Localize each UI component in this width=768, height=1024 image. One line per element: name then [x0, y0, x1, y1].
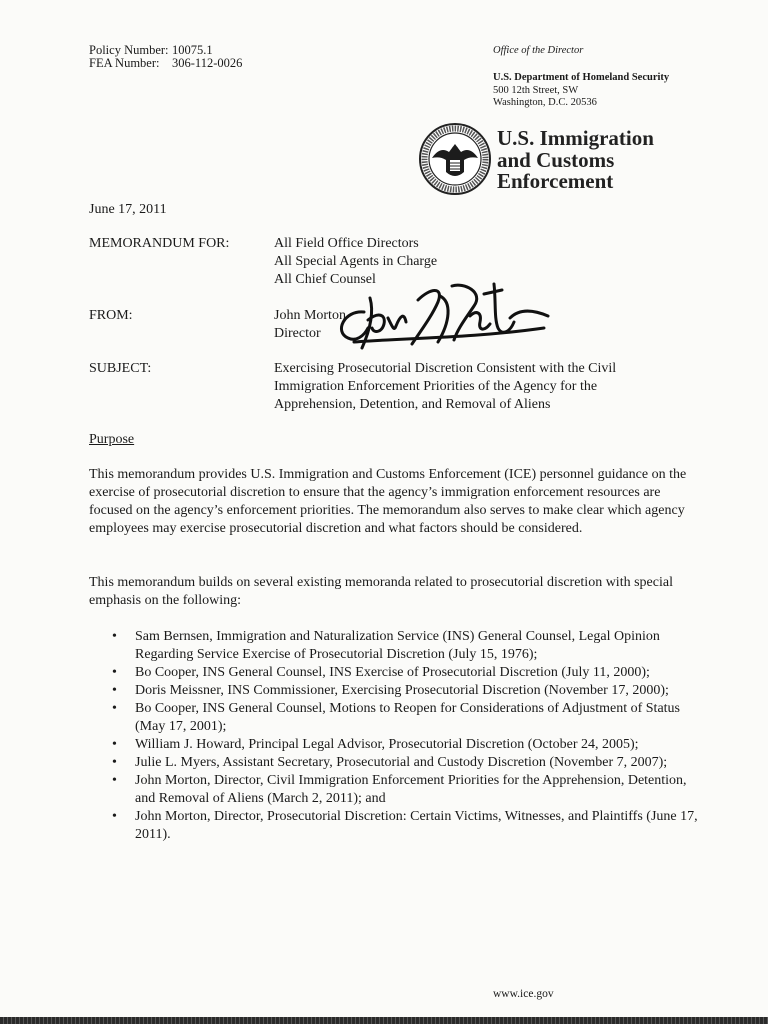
fea-number-label: FEA Number: [89, 56, 160, 70]
office-of-director: Office of the Director [493, 45, 584, 56]
body-paragraph: This memorandum provides U.S. Immigration and Customs Enforcement (ICE) personnel guidance on the exercise of prosecutorial discretion to ensure that the agency’s immigration enforcement resources are focused on the agency’s enforcement priorities. The memorandum also serves to make clear which agency employees may exercise prosecutorial discretion and what factors should be considered. [89, 467, 687, 536]
address-line-1: 500 12th Street, SW [493, 84, 579, 96]
footer-url: www.ice.gov [493, 988, 554, 1000]
recipient-line: All Special Agents in Charge [274, 254, 438, 269]
subject-line: Apprehension, Detention, and Removal of Aliens [274, 397, 551, 412]
purpose-heading: Purpose [89, 432, 135, 447]
list-item: • Sam Bernsen, Immigration and Naturalization Service (INS) General Counsel, Legal Opinion Regarding Service Exercise of Prosecutorial Discretion (July 15, 1976); [110, 628, 700, 664]
agency-line-3: Enforcement [497, 169, 614, 193]
recipient-line: All Field Office Directors [274, 236, 419, 251]
subject-line: Immigration Enforcement Priorities of the Agency for the [274, 379, 598, 394]
list-item: • John Morton, Director, Prosecutorial Discretion: Certain Victims, Witnesses, and Plaintiffs (June 17, 2011). [110, 808, 700, 844]
from-title: Director [274, 326, 321, 341]
memorandum-for-recipients [274, 235, 437, 289]
agency-line-2: and Customs [497, 147, 615, 172]
signature-icon [334, 282, 556, 352]
list-item: • Doris Meissner, INS Commissioner, Exercising Prosecutorial Discretion (November 17, 2000); [110, 682, 700, 700]
policy-number-label: Policy Number: [89, 43, 169, 57]
list-item: • Julie L. Myers, Assistant Secretary, Prosecutorial and Custody Discretion (November 7, 2007); [110, 754, 700, 772]
list-item: • Bo Cooper, INS General Counsel, Motions to Reopen for Considerations of Adjustment of Status (May 17, 2001); [110, 700, 700, 736]
address-line-2: Washington, D.C. 20536 [493, 97, 597, 108]
department-name: U.S. Department of Homeland Security [493, 72, 670, 83]
list-item: • Bo Cooper, INS General Counsel, INS Exercise of Prosecutorial Discretion (July 11, 2000); [110, 664, 700, 682]
reference-block [89, 44, 242, 70]
dhs-seal-icon [418, 122, 492, 196]
subject-line: Exercising Prosecutorial Discretion Consistent with the Civil [274, 361, 617, 376]
memo-date: June 17, 2011 [89, 202, 167, 217]
list-item: • William J. Howard, Principal Legal Advisor, Prosecutorial Discretion (October 24, 2005); [110, 736, 700, 754]
memorandum-for-label: MEMORANDUM FOR: [89, 236, 230, 251]
policy-number-value: 10075.1 [172, 43, 213, 57]
department-address [493, 72, 669, 110]
recipient-line: All Chief Counsel [274, 272, 376, 287]
list-item: • John Morton, Director, Civil Immigration Enforcement Priorities for the Apprehension, Detention, and Removal of Aliens (March 2, 2011); and [110, 772, 700, 808]
subject-text [274, 360, 616, 414]
subject-label: SUBJECT: [89, 361, 152, 376]
from-label: FROM: [89, 308, 133, 323]
memoranda-list [110, 628, 700, 844]
body-paragraph: This memorandum builds on several existing memoranda related to prosecutorial discretion with special emphasis on the following: [89, 575, 673, 608]
fea-number-value: 306-112-0026 [172, 56, 243, 70]
agency-name [497, 128, 654, 193]
from-name: John Morton [274, 308, 346, 323]
scan-edge-divider [0, 1017, 768, 1024]
agency-line-1: U.S. Immigration [497, 126, 654, 150]
